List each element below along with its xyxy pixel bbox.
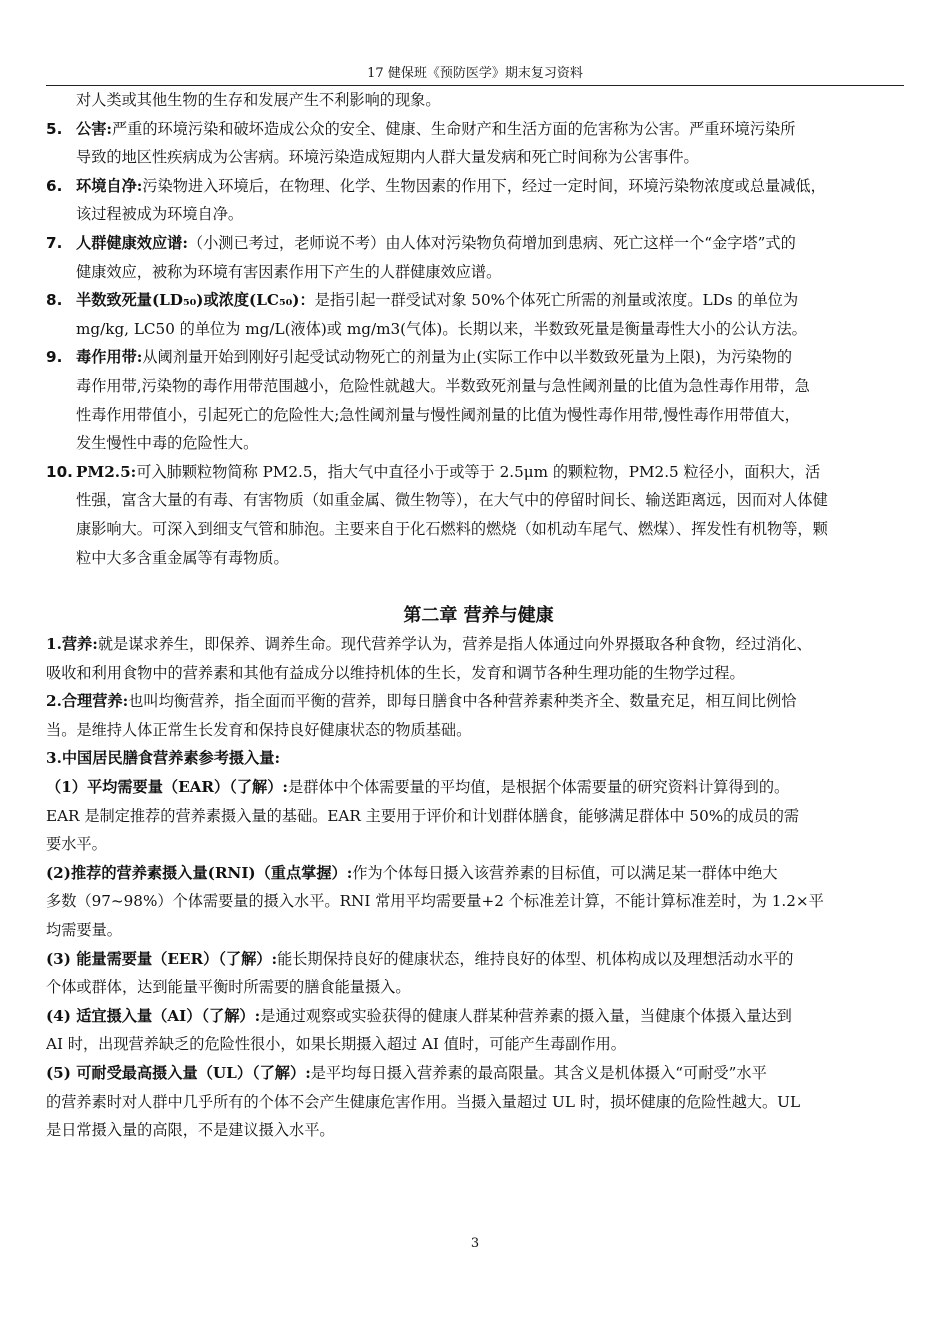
item-text: 均需要量。 (46, 921, 122, 940)
item-separator: ： (299, 291, 315, 310)
item-text: 可入肺颗粒物简称 PM2.5，指大气中直径小于或等于 2.5μm 的颗粒物，PM2.5 粒径小，面积大，活 (136, 462, 821, 481)
text-line (46, 429, 911, 458)
text-line (46, 916, 911, 945)
text-line (46, 773, 911, 802)
text-line (46, 1059, 911, 1088)
item-text: 作为个体每日摄入该营养素的目标值，可以满足某一群体中绝大 (352, 863, 778, 882)
item-text: 是群体中个体需要量的平均值，是根据个体需要量的研究资料计算得到的。 (288, 778, 790, 797)
item-text: EAR 是制定推荐的营养素摄入量的基础。EAR 主要用于评价和计划群体膳食，能够满足群体中 50%的成员的需 (46, 806, 800, 825)
text-line (46, 859, 911, 888)
item-term: 环境自净 (76, 176, 137, 195)
list-item (46, 859, 911, 945)
text-line (46, 486, 911, 515)
item-separator: : (106, 119, 112, 138)
item-number: 7. (46, 233, 63, 252)
item-text: 是日常摄入量的高限，不是建议摄入水平。 (46, 1121, 335, 1140)
item-text: 是通过观察或实验获得的健康人群某种营养素的摄入量，当健康个体摄入量达到 (260, 1006, 792, 1025)
page-header: 17 健保班《预防医学》期末复习资料 (367, 66, 583, 81)
item-term: 公害 (76, 119, 107, 138)
text-line (46, 973, 911, 1002)
item-text: mg/kg, LC50 的单位为 mg/L(液体)或 mg/m3(气体)。长期以来，半数致死量是衡量毒性大小的公认方法。 (76, 319, 807, 338)
item-text: 性强，富含大量的有毒、有害物质（如重金属、微生物等），在大气中的停留时间长、输送距离远，因而对人体健 (76, 491, 828, 510)
item-number: 5. (46, 119, 63, 138)
list-item (46, 115, 911, 172)
text-line (46, 1002, 911, 1031)
item-text: 也叫均衡营养，指全面而平衡的营养，即每日膳食中各种营养素种类齐全、数量充足，相互间比例恰 (128, 692, 797, 711)
item-number: 10. (46, 462, 73, 481)
item-term: PM2.5 (76, 462, 131, 481)
list-item (46, 744, 911, 773)
item-separator: : (182, 233, 188, 252)
chapter-1-items (46, 86, 911, 572)
item-separator: : (136, 176, 143, 195)
item-text: 导致的地区性疾病成为公害病。环境污染造成短期内人群大量发病和死亡时间称为公害事件。 (76, 148, 699, 167)
item-term: (4) 适宜摄入量（AI）（了解） (46, 1006, 255, 1025)
list-item (46, 773, 911, 859)
item-text: 多数（97~98%）个体需要量的摄入水平。RNI 常用平均需要量+2 个标准差计算，不能计算标准差时，为 1.2×平 (46, 892, 824, 911)
item-text: 严重的环境污染和破坏造成公众的安全、健康、生命财产和生活方面的危害称为公害。严重环境污染所 (111, 119, 796, 138)
list-item (46, 1002, 911, 1059)
item-term: 2.合理营养 (46, 692, 123, 711)
text-line (46, 458, 911, 487)
item-number: 6. (46, 176, 63, 195)
item-separator: : (305, 1064, 311, 1082)
item-term: 人群健康效应谱 (76, 233, 183, 252)
item-text: 当。是维持人体正常生长发育和保持良好健康状态的物质基础。 (46, 720, 472, 739)
item-term: (5) 可耐受最高摄入量（UL）（了解） (46, 1064, 306, 1082)
item-term: 1.营养 (46, 635, 93, 654)
text-line (46, 258, 911, 287)
item-term: 3.中国居民膳食营养素参考摄入量: (46, 749, 281, 768)
text-line (46, 172, 911, 201)
text-line (46, 315, 911, 344)
item-term: 毒作用带 (76, 348, 137, 367)
item-text: 粒中大多含重金属等有毒物质。 (76, 548, 289, 567)
item-separator: : (282, 778, 288, 797)
list-item (46, 945, 911, 1002)
item-term: (3) 能量需要量（EER）（了解） (46, 949, 272, 968)
text-line (46, 115, 911, 144)
item-text: 该过程被成为环境自净。 (76, 205, 244, 224)
list-item (46, 458, 911, 572)
text-line (46, 716, 911, 745)
item-text: 吸收和利用食物中的营养素和其他有益成分以维持机体的生长，发育和调节各种生理功能的生物学过程。 (46, 663, 745, 682)
item-separator: : (92, 635, 98, 654)
text-line (46, 1088, 911, 1117)
item-text: 康影响大。可深入到细支气管和肺泡。主要来自于化石燃料的燃烧（如机动车尾气、燃煤）、挥发性有机物等，颗 (76, 519, 828, 538)
list-item (46, 286, 911, 343)
item-text: 能长期保持良好的健康状态，维持良好的体型、机体构成以及理想活动水平的 (277, 949, 794, 968)
page-number: 3 (470, 1236, 480, 1251)
item-text: 发生慢性中毒的危险性大。 (76, 434, 259, 453)
item-term: （1）平均需要量（EAR）（了解） (46, 778, 283, 797)
list-item (46, 687, 911, 744)
text-line (46, 687, 911, 716)
chapter-2-items (46, 630, 911, 1145)
text-line (46, 86, 911, 115)
list-item (46, 172, 911, 229)
text-line (46, 1030, 911, 1059)
item-separator: : (122, 692, 129, 711)
item-text: 是平均每日摄入营养素的最高限量。其含义是机体摄入“可耐受”水平 (310, 1064, 767, 1082)
item-term: (2)推荐的营养素摄入量(RNI)（重点掌握） (46, 863, 347, 882)
text-line (46, 744, 911, 773)
text-line (46, 887, 911, 916)
item-text: 对人类或其他生物的生存和发展产生不利影响的现象。 (76, 91, 441, 109)
item-separator: : (130, 462, 137, 481)
item-separator: : (254, 1006, 261, 1025)
item-separator: : (271, 949, 278, 968)
item-text: 是指引起一群受试对象 50%个体死亡所需的剂量或浓度。LDs 的单位为 (314, 291, 799, 310)
item-text: 健康效应，被称为环境有害因素作用下产生的人群健康效应谱。 (76, 262, 502, 281)
text-line (46, 830, 911, 859)
item-text: （小测已考过，老师说不考）由人体对污染物负荷增加到患病、死亡这样一个“金字塔”式的 (187, 233, 796, 252)
item-separator: : (136, 348, 143, 367)
text-line (46, 229, 911, 258)
text-line (46, 143, 911, 172)
text-line (46, 945, 911, 974)
item-term: 半数致死量(LD₅₀)或浓度(LC₅₀) (76, 291, 300, 310)
item-number: 8. (46, 291, 63, 310)
item-text: 要水平。 (46, 835, 107, 854)
item-separator: : (346, 863, 353, 882)
text-line (46, 372, 911, 401)
text-line (46, 343, 911, 372)
page-content (46, 86, 911, 1145)
list-item (46, 86, 911, 115)
text-line (46, 802, 911, 831)
item-number: 9. (46, 348, 63, 367)
item-text: 就是谋求养生，即保养、调养生命。现代营养学认为，营养是指人体通过向外界摄取各种食物，经过消化、 (97, 635, 812, 654)
text-line (46, 515, 911, 544)
list-item (46, 630, 911, 687)
chapter-title: 第二章 营养与健康 (403, 605, 554, 627)
item-text: 污染物进入环境后，在物理、化学、生物因素的作用下，经过一定时间，环境污染物浓度或总量减低， (142, 176, 826, 195)
text-line (46, 659, 911, 688)
list-item (46, 229, 911, 286)
list-item (46, 343, 911, 457)
item-text: AI 时，出现营养缺乏的危险性很小，如果长期摄入超过 AI 值时，可能产生毒副作用。 (46, 1035, 626, 1054)
text-line (46, 200, 911, 229)
item-text: 毒作用带,污染物的毒作用带范围越小，危险性就越大。半数致死剂量与急性阈剂量的比值为急性毒作用带，急 (76, 376, 810, 395)
item-text: 性毒作用带值小，引起死亡的危险性大;急性阈剂量与慢性阈剂量的比值为慢性毒作用带,慢性毒作用带值大， (76, 405, 800, 424)
item-text: 从阈剂量开始到刚好引起受试动物死亡的剂量为止(实际工作中以半数致死量为上限)，为污染物的 (142, 348, 793, 367)
item-text: 个体或群体，达到能量平衡时所需要的膳食能量摄入。 (46, 978, 411, 997)
list-item (46, 1059, 911, 1145)
text-line (46, 544, 911, 573)
text-line (46, 401, 911, 430)
text-line (46, 630, 911, 659)
text-line (46, 286, 911, 315)
text-line (46, 1116, 911, 1145)
item-text: 的营养素时对人群中几乎所有的个体不会产生健康危害作用。当摄入量超过 UL 时，损坏健康的危险性越大。UL (46, 1092, 801, 1111)
